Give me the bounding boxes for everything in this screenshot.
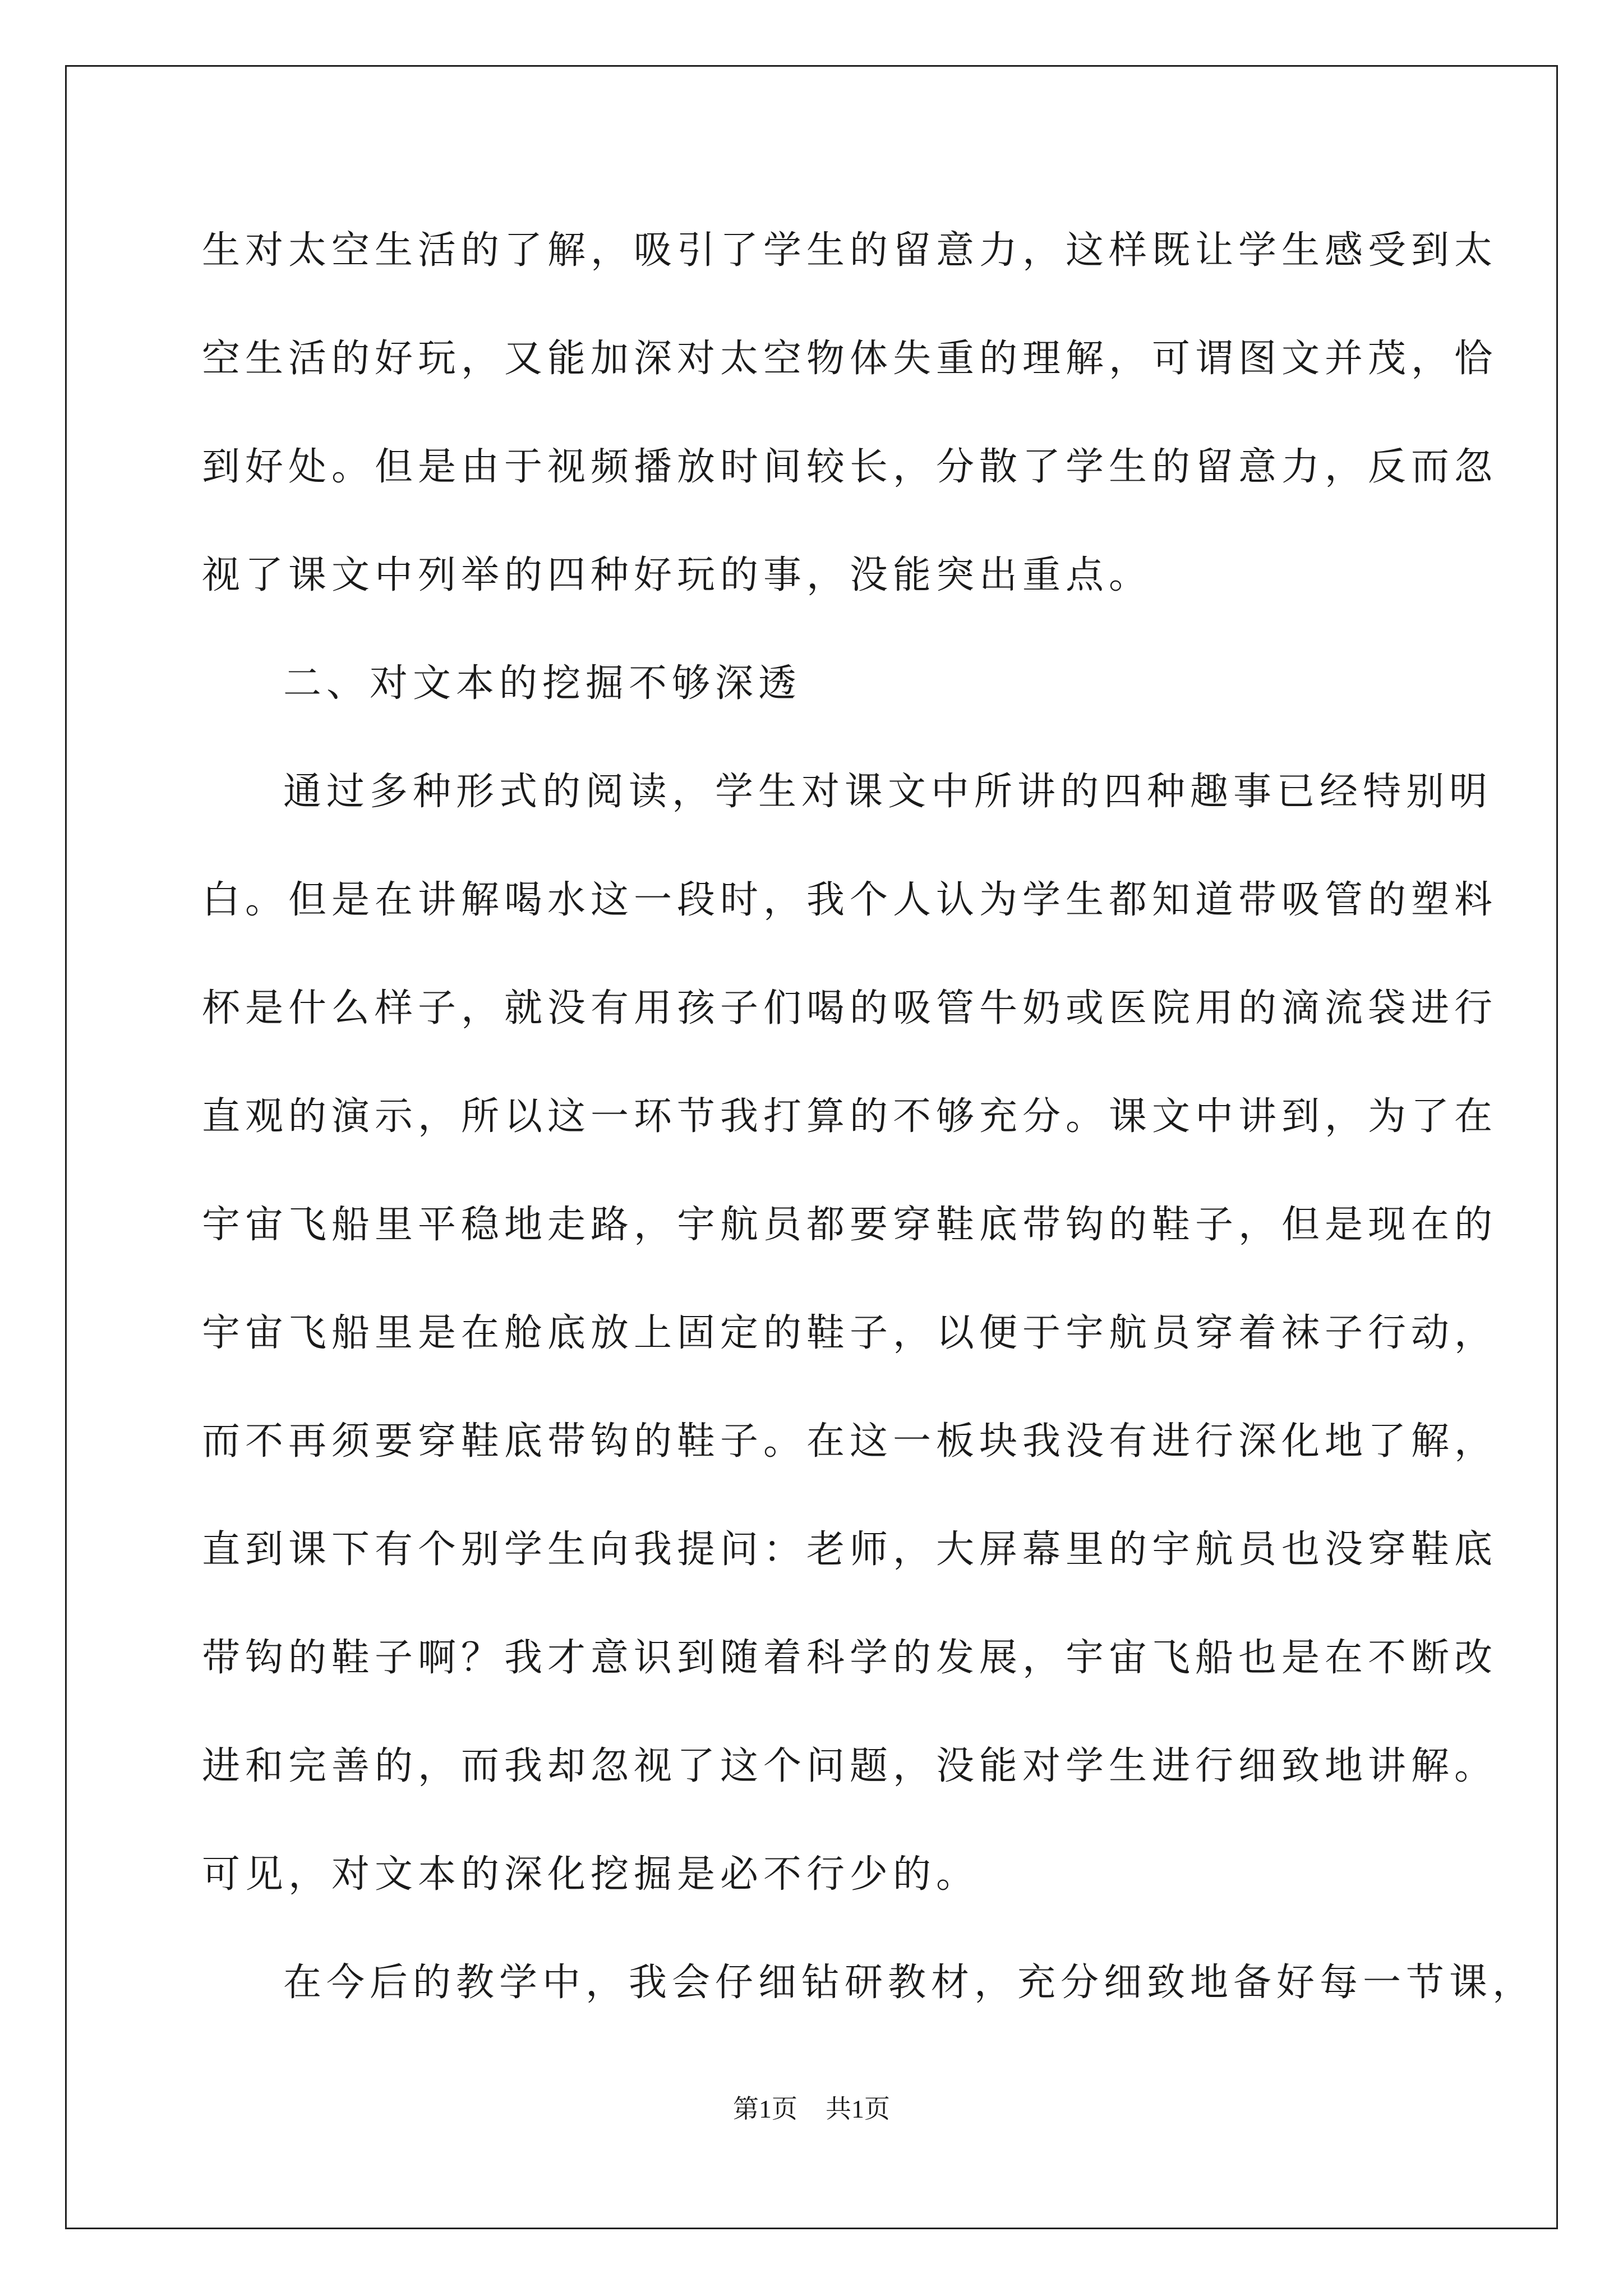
text-line: 在今后的教学中，我会仔细钻研教材，充分细致地备好每一节课，	[283, 1961, 1536, 2005]
text-line: 生对太空生活的了解，吸引了学生的留意力，这样既让学生感受到太	[202, 228, 1498, 273]
text-line: 直到课下有个别学生向我提问：老师，大屏幕里的宇航员也没穿鞋底	[202, 1527, 1498, 1572]
page-footer	[0, 2087, 1623, 2132]
page-total: 共1页	[826, 2095, 890, 2123]
page-number: 第1页	[733, 2095, 797, 2123]
text-line: 可见，对文本的深化挖掘是必不行少的。	[202, 1852, 980, 1897]
text-line: 白。但是在讲解喝水这一段时，我个人认为学生都知道带吸管的塑料	[202, 878, 1498, 922]
text-line: 宇宙飞船里平稳地走路，宇航员都要穿鞋底带钩的鞋子，但是现在的	[202, 1203, 1498, 1247]
text-line: 视了课文中列举的四种好玩的事，没能突出重点。	[202, 553, 1152, 597]
text-line: 直观的演示，所以这一环节我打算的不够充分。课文中讲到，为了在	[202, 1094, 1498, 1139]
text-line: 通过多种形式的阅读，学生对课文中所讲的四种趣事已经特别明	[283, 770, 1493, 814]
text-line: 进和完善的，而我却忽视了这个问题，没能对学生进行细致地讲解。	[202, 1744, 1498, 1788]
text-line: 宇宙飞船里是在舱底放上固定的鞋子，以便于宇航员穿着袜子行动，	[202, 1311, 1498, 1355]
text-line: 而不再须要穿鞋底带钩的鞋子。在这一板块我没有进行深化地了解，	[202, 1419, 1498, 1464]
text-line: 杯是什么样子，就没有用孩子们喝的吸管牛奶或医院用的滴流袋进行	[202, 986, 1498, 1030]
section-heading: 二、对文本的挖掘不够深透	[283, 661, 802, 706]
text-line: 到好处。但是由于视频播放时间较长，分散了学生的留意力，反而忽	[202, 445, 1498, 489]
text-line: 空生活的好玩，又能加深对太空物体失重的理解，可谓图文并茂，恰	[202, 337, 1498, 381]
text-line: 带钩的鞋子啊？我才意识到随着科学的发展，宇宙飞船也是在不断改	[202, 1636, 1498, 1680]
